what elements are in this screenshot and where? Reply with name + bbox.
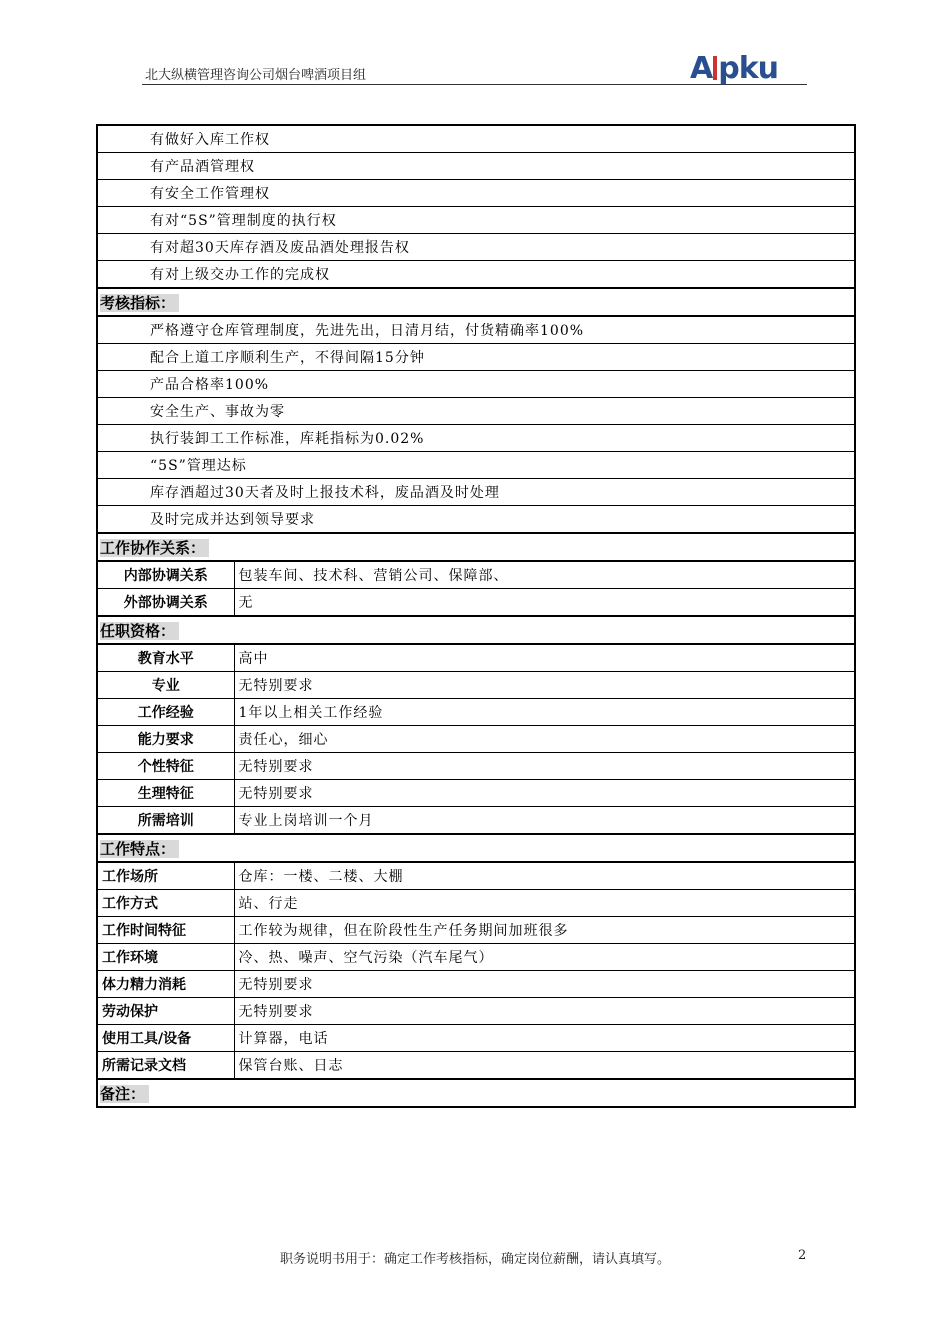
section-label-kpi: 考核指标： (100, 294, 179, 312)
feature-row (97, 944, 855, 971)
row-value: 无特别要求 (234, 672, 855, 699)
feature-row (97, 971, 855, 998)
row-label: 外部协调关系 (97, 589, 234, 617)
kpi-item: 安全生产、事故为零 (97, 398, 855, 425)
row-label: 所需培训 (97, 807, 234, 835)
section-kpi (97, 288, 855, 316)
kpi-row (97, 425, 855, 452)
section-label-qualification: 任职资格： (100, 622, 179, 640)
company-logo (690, 52, 808, 86)
logo-letter-a: A (690, 51, 713, 86)
qualification-row (97, 644, 855, 672)
row-value: 计算器，电话 (234, 1025, 855, 1052)
row-label: 体力精力消耗 (97, 971, 234, 998)
kpi-item: 库存酒超过30天者及时上报技术科，废品酒及时处理 (97, 479, 855, 506)
rights-item: 有做好入库工作权 (97, 125, 855, 153)
logo-bar (713, 56, 717, 80)
row-value: 高中 (234, 644, 855, 672)
kpi-row (97, 344, 855, 371)
feature-row (97, 1025, 855, 1052)
row-value: 站、行走 (234, 890, 855, 917)
row-value: 无 (234, 589, 855, 617)
feature-row (97, 862, 855, 890)
rights-item: 有对“5S”管理制度的执行权 (97, 207, 855, 234)
section-label-remarks: 备注： (100, 1085, 149, 1103)
row-value: 专业上岗培训一个月 (234, 807, 855, 835)
row-value: 包装车间、技术科、营销公司、保障部、 (234, 561, 855, 589)
row-value: 无特别要求 (234, 753, 855, 780)
section-cooperation (97, 533, 855, 561)
row-label: 内部协调关系 (97, 561, 234, 589)
section-features (97, 834, 855, 862)
row-label: 劳动保护 (97, 998, 234, 1025)
row-label: 使用工具/设备 (97, 1025, 234, 1052)
kpi-item: 执行装卸工工作标准，库耗指标为0.02% (97, 425, 855, 452)
cooperation-row (97, 561, 855, 589)
row-label: 能力要求 (97, 726, 234, 753)
rights-item: 有对上级交办工作的完成权 (97, 261, 855, 289)
kpi-item: 严格遵守仓库管理制度，先进先出，日清月结，付货精确率100% (97, 316, 855, 344)
section-qualification (97, 616, 855, 644)
row-label: 个性特征 (97, 753, 234, 780)
row-value: 仓库：一楼、二楼、大棚 (234, 862, 855, 890)
row-value: 无特别要求 (234, 971, 855, 998)
footer-note: 职务说明书用于：确定工作考核指标，确定岗位薪酬，请认真填写。 (279, 1252, 670, 1267)
qualification-row (97, 699, 855, 726)
page-number: 2 (798, 1248, 807, 1263)
rights-item: 有安全工作管理权 (97, 180, 855, 207)
rights-row (97, 153, 855, 180)
section-label-cooperation: 工作协作关系： (100, 539, 209, 557)
feature-row (97, 917, 855, 944)
section-label-features: 工作特点： (100, 840, 179, 858)
qualification-row (97, 672, 855, 699)
rights-item: 有对超30天库存酒及废品酒处理报告权 (97, 234, 855, 261)
kpi-row (97, 371, 855, 398)
section-remarks (97, 1079, 855, 1107)
logo-letters-pku: pku (718, 51, 779, 86)
row-label: 工作环境 (97, 944, 234, 971)
feature-row (97, 998, 855, 1025)
row-value: 保管台账、日志 (234, 1052, 855, 1080)
row-value: 无特别要求 (234, 780, 855, 807)
row-label: 教育水平 (97, 644, 234, 672)
row-label: 工作场所 (97, 862, 234, 890)
row-label: 生理特征 (97, 780, 234, 807)
row-label: 所需记录文档 (97, 1052, 234, 1080)
qualification-row (97, 753, 855, 780)
rights-row (97, 125, 855, 153)
row-value: 1年以上相关工作经验 (234, 699, 855, 726)
kpi-row (97, 316, 855, 344)
row-value: 无特别要求 (234, 998, 855, 1025)
kpi-row (97, 398, 855, 425)
cooperation-row (97, 589, 855, 617)
rights-row (97, 207, 855, 234)
kpi-item: 及时完成并达到领导要求 (97, 506, 855, 534)
qualification-row (97, 807, 855, 835)
rights-row (97, 234, 855, 261)
job-description-table (96, 124, 856, 1108)
rights-item: 有产品酒管理权 (97, 153, 855, 180)
header-title: 北大纵横管理咨询公司烟台啤酒项目组 (145, 68, 367, 83)
kpi-item: 产品合格率100% (97, 371, 855, 398)
kpi-item: “5S”管理达标 (97, 452, 855, 479)
kpi-row (97, 452, 855, 479)
row-label: 工作时间特征 (97, 917, 234, 944)
kpi-row (97, 506, 855, 534)
kpi-item: 配合上道工序顺利生产，不得间隔15分钟 (97, 344, 855, 371)
row-label: 专业 (97, 672, 234, 699)
row-label: 工作方式 (97, 890, 234, 917)
feature-row (97, 890, 855, 917)
row-value: 冷、热、噪声、空气污染（汽车尾气） (234, 944, 855, 971)
rights-row (97, 180, 855, 207)
row-label: 工作经验 (97, 699, 234, 726)
row-value: 工作较为规律，但在阶段性生产任务期间加班很多 (234, 917, 855, 944)
qualification-row (97, 726, 855, 753)
rights-row (97, 261, 855, 289)
row-value: 责任心，细心 (234, 726, 855, 753)
qualification-row (97, 780, 855, 807)
kpi-row (97, 479, 855, 506)
feature-row (97, 1052, 855, 1080)
